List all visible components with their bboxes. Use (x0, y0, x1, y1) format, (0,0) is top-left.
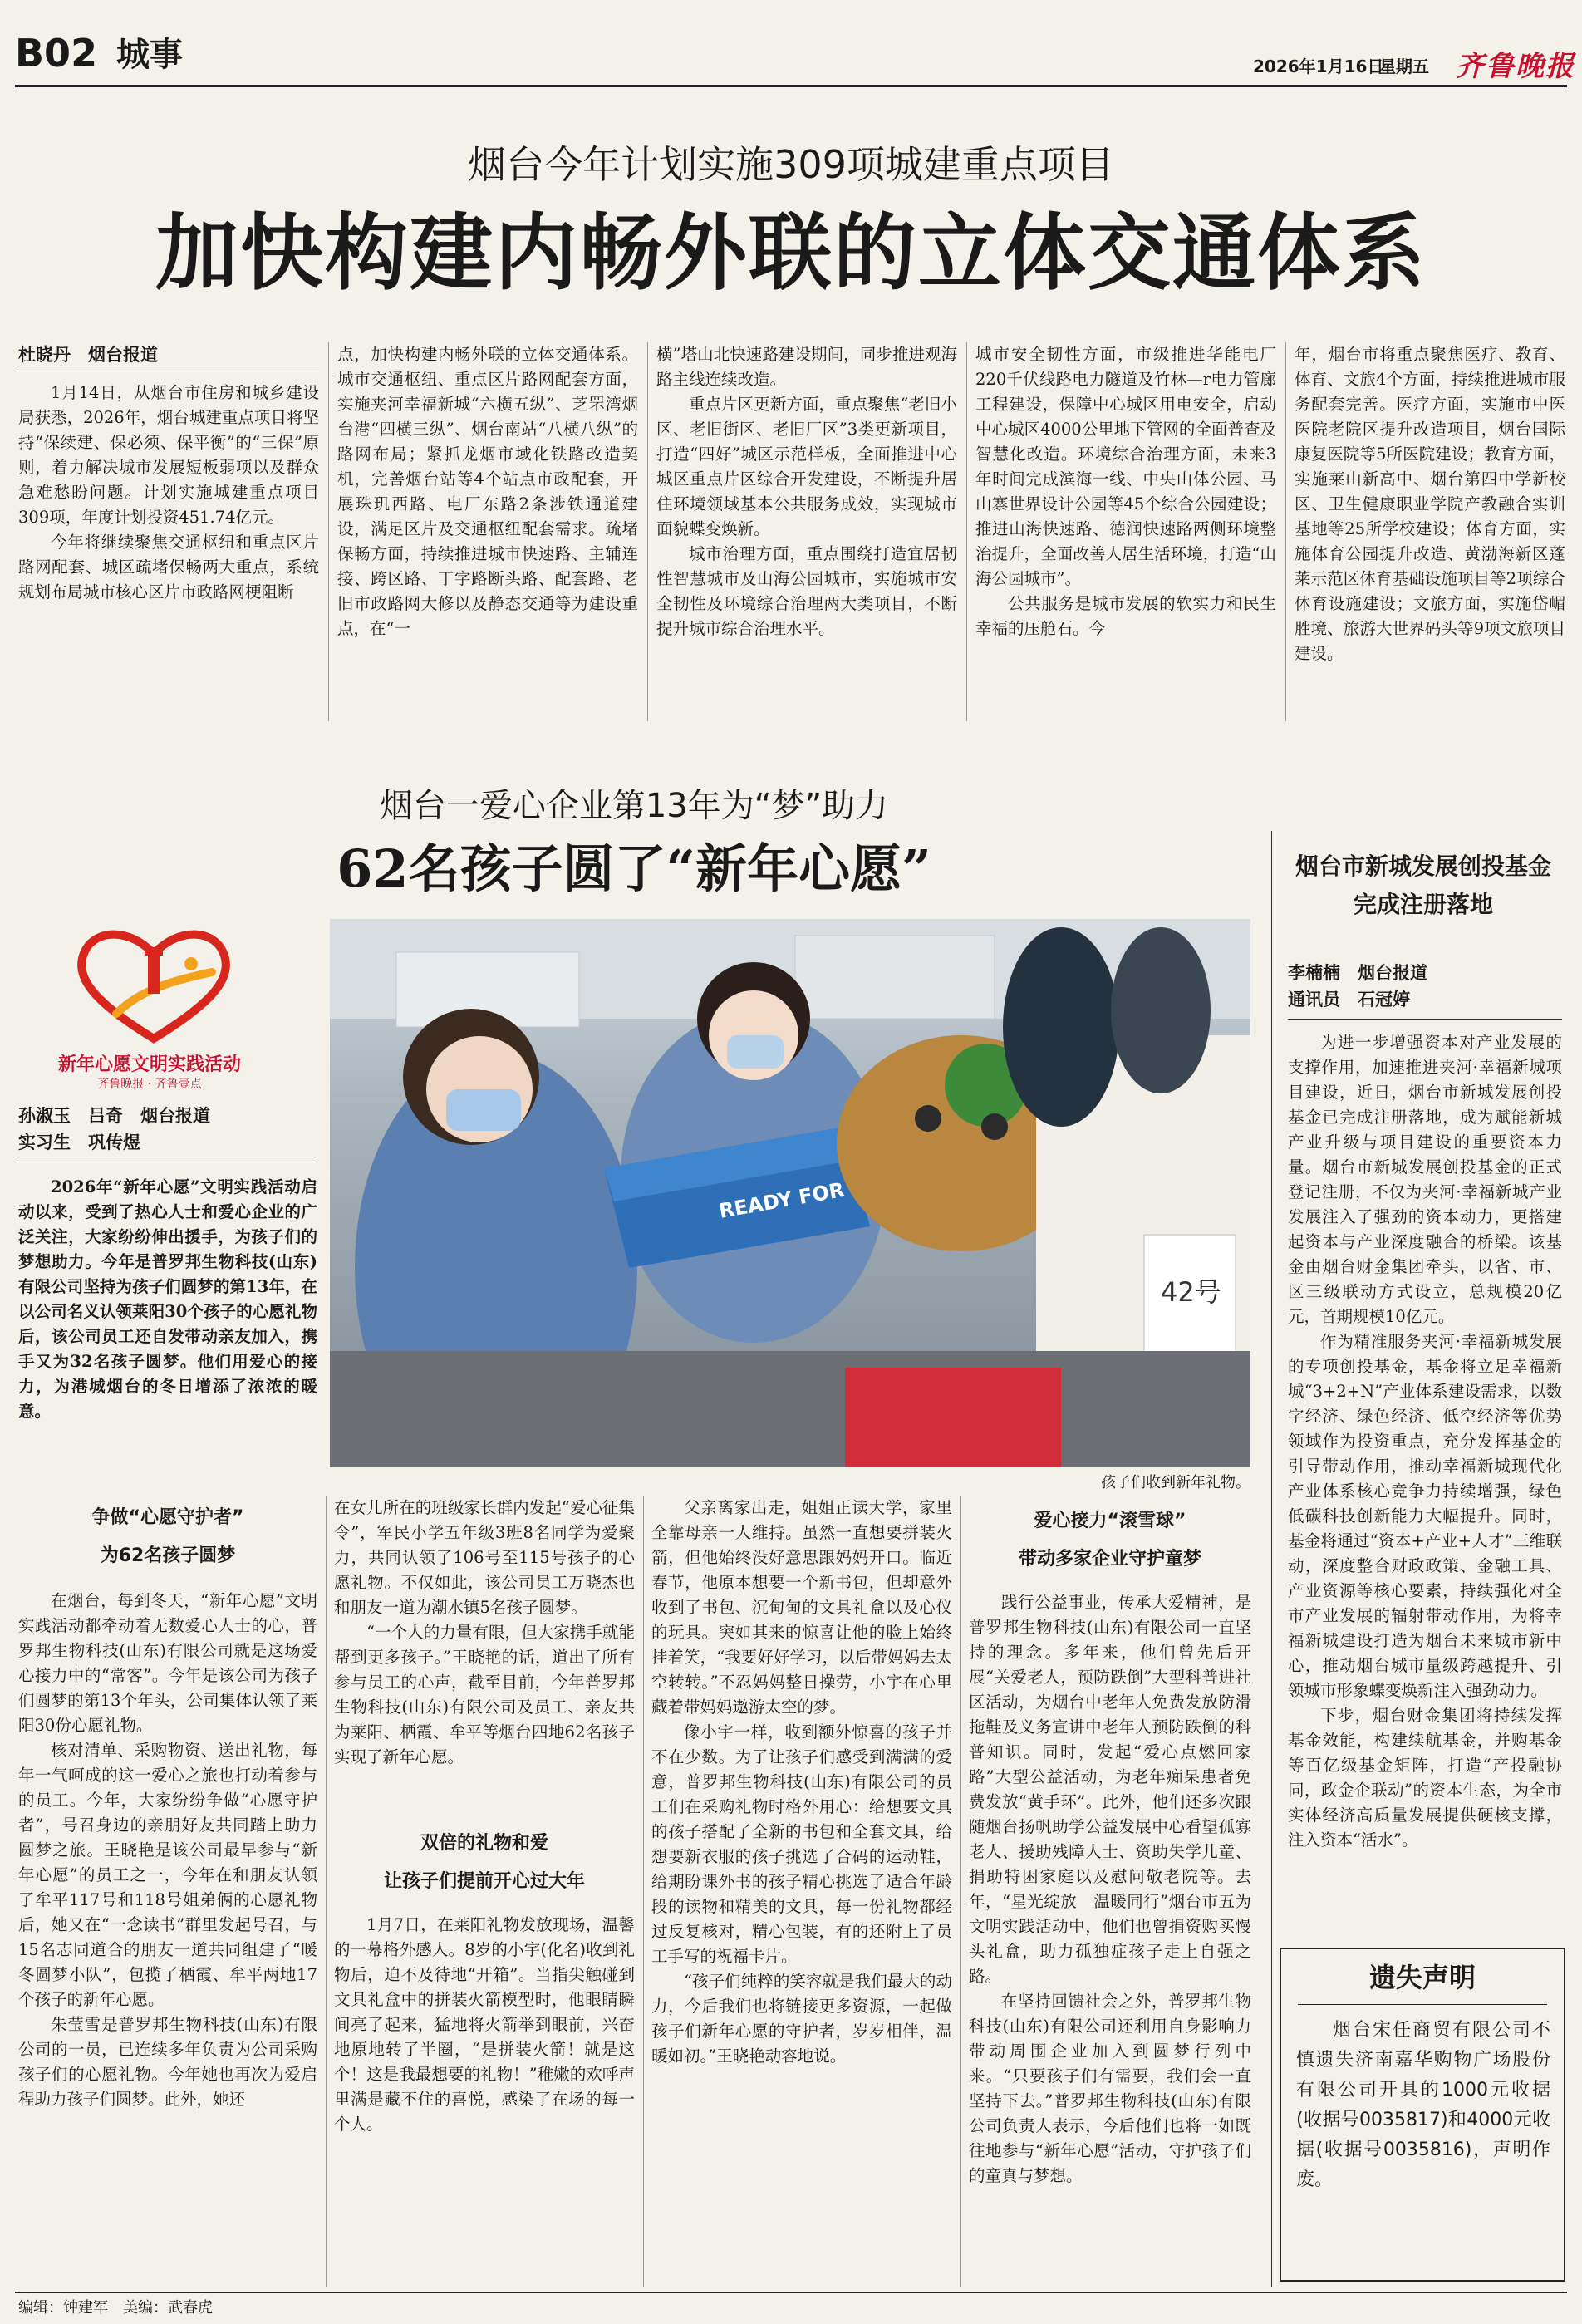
sidebar-divider (1271, 831, 1272, 2287)
subhead-3-line2: 带动多家企业守护童梦 (1018, 1549, 1201, 1570)
side-p3: 下步，烟台财金集团将持续发挥基金效能，构建续航基金，并购基金等百亿级基金矩阵，打造“产投融协同，政金企联动”的资本生态，为全市实体经济高质量发展提供硬核支撑，注入资本“活水”。 (1288, 1706, 1562, 1850)
story2-headline: 62名孩子圆了“新年心愿” (337, 838, 931, 899)
story2-col-b2 (334, 1913, 635, 2287)
story2-colD-p1: 践行公益事业，传承大爱精神，是普罗邦生物科技(山东)有限公司一直坚持的理念。多年来，他们曾先后开展“关爱老人，预防跌倒”大型科普进社区活动，为烟台中老年人免费发放防滑拖鞋及义务宣讲中老年人预防跌倒的科普知识。同时，发起“爱心点燃回家路”大型公益活动，为老年痴呆患者免费发放“黄手环”。此外，他们还多次跟随烟台扬帆助学公益发展中心看望孤寡老人、援助残障人士、资助失学儿童、捐助特困家庭以及慰问敬老院等。去年，“星光绽放 温暖同行”烟台市五为文明实践活动中，他们也曾捐资购买慢头礼盒，助力孤独症孩子走上自强之路。 (969, 1593, 1251, 1986)
col-divider (966, 342, 967, 721)
story2-col-b (334, 1496, 635, 1795)
notice-rule (1298, 2004, 1547, 2005)
side-byline-rule (1288, 1019, 1562, 1020)
logo-subcaption: 齐鲁晚报 · 齐鲁壹点 (97, 1078, 202, 1091)
photo-scene (330, 919, 1250, 1467)
side-byline-2: 通讯员 石冠婷 (1288, 990, 1410, 1010)
subhead-3-line1: 爱心接力“滚雪球” (1034, 1511, 1186, 1531)
photo-caption: 孩子们收到新年礼物。 (1101, 1474, 1250, 1491)
side-headline (1280, 848, 1567, 924)
story2-col-d (969, 1590, 1251, 2287)
lead-col1-p1: 1月14日，从烟台市住房和城乡建设局获悉，2026年，烟台城建重点项目将坚持“保续建、保必须、保平衡”的“三保”原则，着力解决城市发展短板弱项以及群众急难愁盼问题。计划实施城建重点项目309项，年度计划投资451.74亿元。 (18, 383, 319, 527)
story2-col-c (651, 1496, 952, 2287)
issue-weekday: 星期五 (1379, 57, 1429, 76)
subhead-2-line1: 双倍的礼物和爱 (420, 1833, 548, 1854)
story2-intro-p1: 2026年“新年心愿”文明实践活动启动以来，受到了热心人士和爱心企业的广泛关注，大家纷纷伸出援手，为孩子们的梦想助力。今年是普罗邦生物科技(山东)有限公司坚持为孩子们圆梦的第13年，在以公司名义认领莱阳30个孩子的心愿礼物后，该公司员工还自发带动亲友加入，携手又为32名孩子圆梦。他们用爱心的接力，为港城烟台的冬日增添了浓浓的暖意。 (18, 1177, 317, 1421)
logo-caption: 新年心愿文明实践活动 (57, 1054, 241, 1075)
story2-kicker: 烟台一爱心企业第13年为“梦”助力 (379, 787, 889, 825)
story2-colC-p1: 父亲离家出走，姐姐正读大学，家里全靠母亲一人维持。虽然一直想要拼装火箭，但他始终没好意思跟妈妈开口。临近春节，他原本想要一个新书包，但却意外收到了书包、沉甸甸的文具礼盒以及心仪的玩具。突如其来的惊喜让他的脸上始终挂着笑，“我要好好学习，以后带妈妈去太空转转。”不忍妈妈整日操劳，小宇在心里藏着带妈妈遨游太空的梦。 (651, 1498, 952, 1717)
col-divider (647, 342, 648, 721)
col-divider (1285, 342, 1286, 721)
side-p1: 为进一步增强资本对产业发展的支撑作用，加速推进夹河·幸福新城项目建设，近日，烟台市新城发展创投基金已完成注册落地，成为赋能新城产业升级与项目建设的重要资本力量。烟台市新城发展创投基金的正式登记注册，不仅为夹河·幸福新城产业发展注入了强劲的资本动力，更搭建起资本与产业深度融合的桥梁。该基金由烟台财金集团牵头，以省、市、区三级联动方式设立，总规模20亿元，首期规模10亿元。 (1288, 1033, 1562, 1326)
lost-notice (1280, 1948, 1565, 2282)
story2-colB-p1: 在女儿所在的班级家长群内发起“爱心征集令”，军民小学五年级3班8名同学为爱聚力，共同认领了106号至115号孩子的心愿礼物。不仅如此，该公司员工万晓杰也和朋友一道为潮水镇5名孩子圆梦。 (334, 1498, 635, 1617)
lead-col3-p1: 横”塔山北快速路建设期间，同步推进观海路主线连续改造。 (656, 345, 957, 389)
subhead-2-line2: 让孩子们提前开心过大年 (383, 1871, 585, 1892)
lost-notice-body: 烟台宋任商贸有限公司不慎遗失济南嘉华购物广场股份有限公司开具的1000元收据(收据号0035817)和4000元收据(收据号0035816)，声明作废。 (1296, 2020, 1550, 2190)
story2-byline-1: 孙淑玉 吕奇 烟台报道 (18, 1106, 210, 1126)
heart-logo-icon (66, 914, 241, 1047)
section-name: 城事 (116, 36, 183, 74)
lead-col2-p1: 点，加快构建内畅外联的立体交通体系。城市交通枢纽、重点区片路网配套方面，实施夹河幸福新城“六横五纵”、芝罘湾烟台港“四横三纵”、烟台南站“八横八纵”的路网布局；紧抓龙烟市域化铁路改造契机，完善烟台站等4个站点市政配套，开展珠玑西路、电厂东路2条涉铁通道建设，满足区片及交通枢纽配套需求。疏堵保畅方面，持续推进城市快速路、主辅连接、跨区路、丁字路断头路、配套路、老旧市政路网大修以及静态交通等为建设重点，在“一 (337, 345, 638, 638)
masthead-rule (15, 85, 1567, 87)
story2-colA-p1: 在烟台，每到冬天，“新年心愿”文明实践活动都牵动着无数爱心人士的心，普罗邦生物科技(山东)有限公司就是这场爱心接力中的“常客”。今年是该公司为孩子们圆梦的第13个年头，公司集体认领了莱阳30份心愿礼物。 (18, 1591, 317, 1735)
subhead-2 (334, 1825, 635, 1901)
col-divider (326, 1496, 327, 2287)
col-divider (643, 1496, 644, 2287)
lead-col3-p3: 城市治理方面，重点围绕打造宜居韧性智慧城市及山海公园城市，实施城市安全韧性及环境综合治理两大类项目，不断提升城市综合治理水平。 (656, 544, 957, 638)
story2-colD-p2: 在坚持回馈社会之外，普罗邦生物科技(山东)有限公司还利用自身影响力带动周围企业加入到圆梦行列中来。“只要孩子们有需要，我们会一直坚持下去。”普罗邦生物科技(山东)有限公司负责人表示，今后他们也将一如既往地参与“新年心愿”活动，守护孩子们的童真与梦想。 (969, 1992, 1251, 2185)
lead-col-3 (656, 342, 957, 721)
lead-col4-p2: 公共服务是城市发展的软实力和民生幸福的压舱石。今 (975, 594, 1276, 638)
lead-col-4 (975, 342, 1276, 721)
side-byline-1: 李楠楠 烟台报道 (1288, 963, 1427, 983)
lead-col-1 (18, 381, 319, 721)
box-print: READY FOR (717, 1177, 847, 1223)
lead-col-5 (1295, 342, 1565, 721)
subhead-1-line2: 为62名孩子圆梦 (100, 1545, 236, 1566)
col-divider (960, 1496, 961, 2287)
story2-intro (18, 1175, 317, 1444)
lead-kicker: 烟台今年计划实施309项城建重点项目 (468, 142, 1114, 187)
side-headline-line1: 烟台市新城发展创投基金 (1295, 852, 1551, 880)
side-p2: 作为精准服务夹河·幸福新城发展的专项创投基金，基金将立足幸福新城“3+2+N”产业体系建设需求，以数字经济、绿色经济、低空经济等优势领域作为投资重点，充分发挥基金的引导带动作用，推动幸福新城现代化产业体系核心竞争力持续增强，绿色低碳科技创新能力大幅提升。同时，基金将通过“资本+产业+人才”三维联动，深度整合财政政策、金融工具、产业资源等核心要素，持续强化对全市产业发展的辐射带动作用，为将幸福新城建设打造为烟台未来城市新中心，推动烟台城市量级跨越提升、引领城市形象蝶变焕新注入强劲动力。 (1288, 1332, 1562, 1700)
lost-notice-title: 遗失声明 (1368, 1962, 1476, 1993)
lead-col1-p2: 今年将继续聚焦交通枢纽和重点区片路网配套、城区疏堵保畅两大重点，系统规划布局城市核心区片市政路网梗阻断 (18, 533, 319, 602)
lead-col4-p1: 城市安全韧性方面，市级推进华能电厂220千伏线路电力隧道及竹林—r电力管廊工程建设，保障中心城区用电安全，启动中心城区4000公里地下管网的全面普查及智慧化改造。环境综合治理方面，未来3年时间完成滨海一线、中央山体公园、马山寨世界设计公园等45个综合公园建设；推进山海快速路、德润快速路两侧环境整治提升，全面改善人居生活环境，打造“山海公园城市”。 (975, 345, 1276, 588)
footer-editor: 编辑：钟建军 美编：武春虎 (18, 2299, 213, 2317)
col-divider (328, 342, 329, 721)
campaign-logo (66, 914, 241, 1047)
lead-col5-p1: 年，烟台市将重点聚焦医疗、教育、体育、文旅4个方面，持续推进城市服务配套完善。医疗方面，实施市中医医院老院区提升改造项目，烟台国际康复医院等5所医院建设；教育方面，实施莱山新高中、烟台第四中学新校区、卫生健康职业学院产教融合实训基地等25所学校建设；体育方面，实施体育公园提升改造、黄渤海新区蓬莱示范区体育基础设施项目等2项综合体育设施建设；文旅方面，实施岱嵋胜境、旅游大世界码头等9项文旅项目建设。 (1295, 345, 1565, 663)
story2-colC-p3: “孩子们纯粹的笑容就是我们最大的动力，今后我们也将链接更多资源，一起做孩子们新年心愿的守护者，岁岁相伴，温暖如初。”王晓艳动容地说。 (651, 1972, 952, 2066)
story2-col-a (18, 1589, 317, 2287)
issue-date: 2026年1月16日 (1253, 57, 1384, 76)
page-number: B02 (15, 31, 98, 76)
story2-colA-p2: 核对清单、采购物资、送出礼物，每年一气呵成的这一爱心之旅也打动着参与的员工。今年，大家纷纷争做“心愿守护者”，号召身边的亲朋好友共同踏上助力圆梦之旅。王晓艳是该公司最早参与“新年心愿”的员工之一，今年在和朋友认领了牟平117号和118号姐弟俩的心愿礼物后，她又在“一念读书”群里发起号召，与15名志同道合的朋友一道共同组建了“暖冬圆梦小队”，包揽了栖霞、牟平两地17个孩子的新年心愿。 (18, 1741, 317, 2009)
story2-colA-p3: 朱莹雪是普罗邦生物科技(山东)有限公司的一员，已连续多年负责为公司采购孩子们的心愿礼物。今年她也再次为爱启程助力孩子们圆梦。此外，她还 (18, 2015, 317, 2109)
side-body (1288, 1030, 1562, 1936)
lead-col-2 (337, 342, 638, 721)
paper-logo: 齐鲁晚报 (1456, 50, 1575, 83)
story2-byline-2: 实习生 巩传煜 (18, 1133, 140, 1152)
children-photo (330, 919, 1250, 1467)
story2-colB-p2: “一个人的力量有限，但大家携手就能帮到更多孩子。”王晓艳的话，道出了所有参与员工的心声，截至目前，今年普罗邦生物科技(山东)有限公司及员工、亲友共为莱阳、栖霞、牟平等烟台四地62名孩子实现了新年心愿。 (334, 1623, 635, 1766)
lead-headline: 加快构建内畅外联的立体交通体系 (155, 204, 1427, 302)
subhead-1 (18, 1499, 317, 1575)
lead-byline: 杜晓丹 烟台报道 (18, 345, 158, 365)
footer-rule (15, 2292, 1567, 2293)
subhead-1-line1: 争做“心愿守护者” (91, 1507, 244, 1528)
story2-colC-p2: 像小宇一样，收到额外惊喜的孩子并不在少数。为了让孩子们感受到满满的爱意，普罗邦生物科技(山东)有限公司的员工们在采购礼物时格外用心：给想要文具的孩子搭配了全新的书包和全套文具，给想要新衣服的孩子挑选了合码的运动鞋，给期盼课外书的孩子精心挑选了适合年龄段的读物和精美的文具，每一份礼物都经过反复核对，精心包装，有的还附上了员工手写的祝福卡片。 (651, 1722, 952, 1966)
story2-colB2-p1: 1月7日，在莱阳礼物发放现场，温馨的一幕格外感人。8岁的小宇(化名)收到礼物后，迫不及待地“开箱”。当指尖触碰到文具礼盒中的拼装火箭模型时，他眼睛瞬间亮了起来，猛地将火箭举到眼前，兴奋地原地转了半圈，“是拼装火箭！就是这个！这是我最想要的礼物！”稚嫩的欢呼声里满是藏不住的喜悦，感染了在场的每一个人。 (334, 1915, 635, 2134)
lead-col3-p2: 重点片区更新方面，重点聚焦“老旧小区、老旧街区、老旧厂区”3类更新项目，打造“四好”城区示范样板，全面推进中心城区重点片区综合开发建设，不断提升居住环境领域基本公共服务成效，实现城市面貌蝶变焕新。 (656, 395, 957, 538)
side-headline-line2: 完成注册落地 (1353, 891, 1493, 918)
photo-tag: 42号 (1161, 1276, 1221, 1308)
subhead-3 (969, 1502, 1251, 1579)
